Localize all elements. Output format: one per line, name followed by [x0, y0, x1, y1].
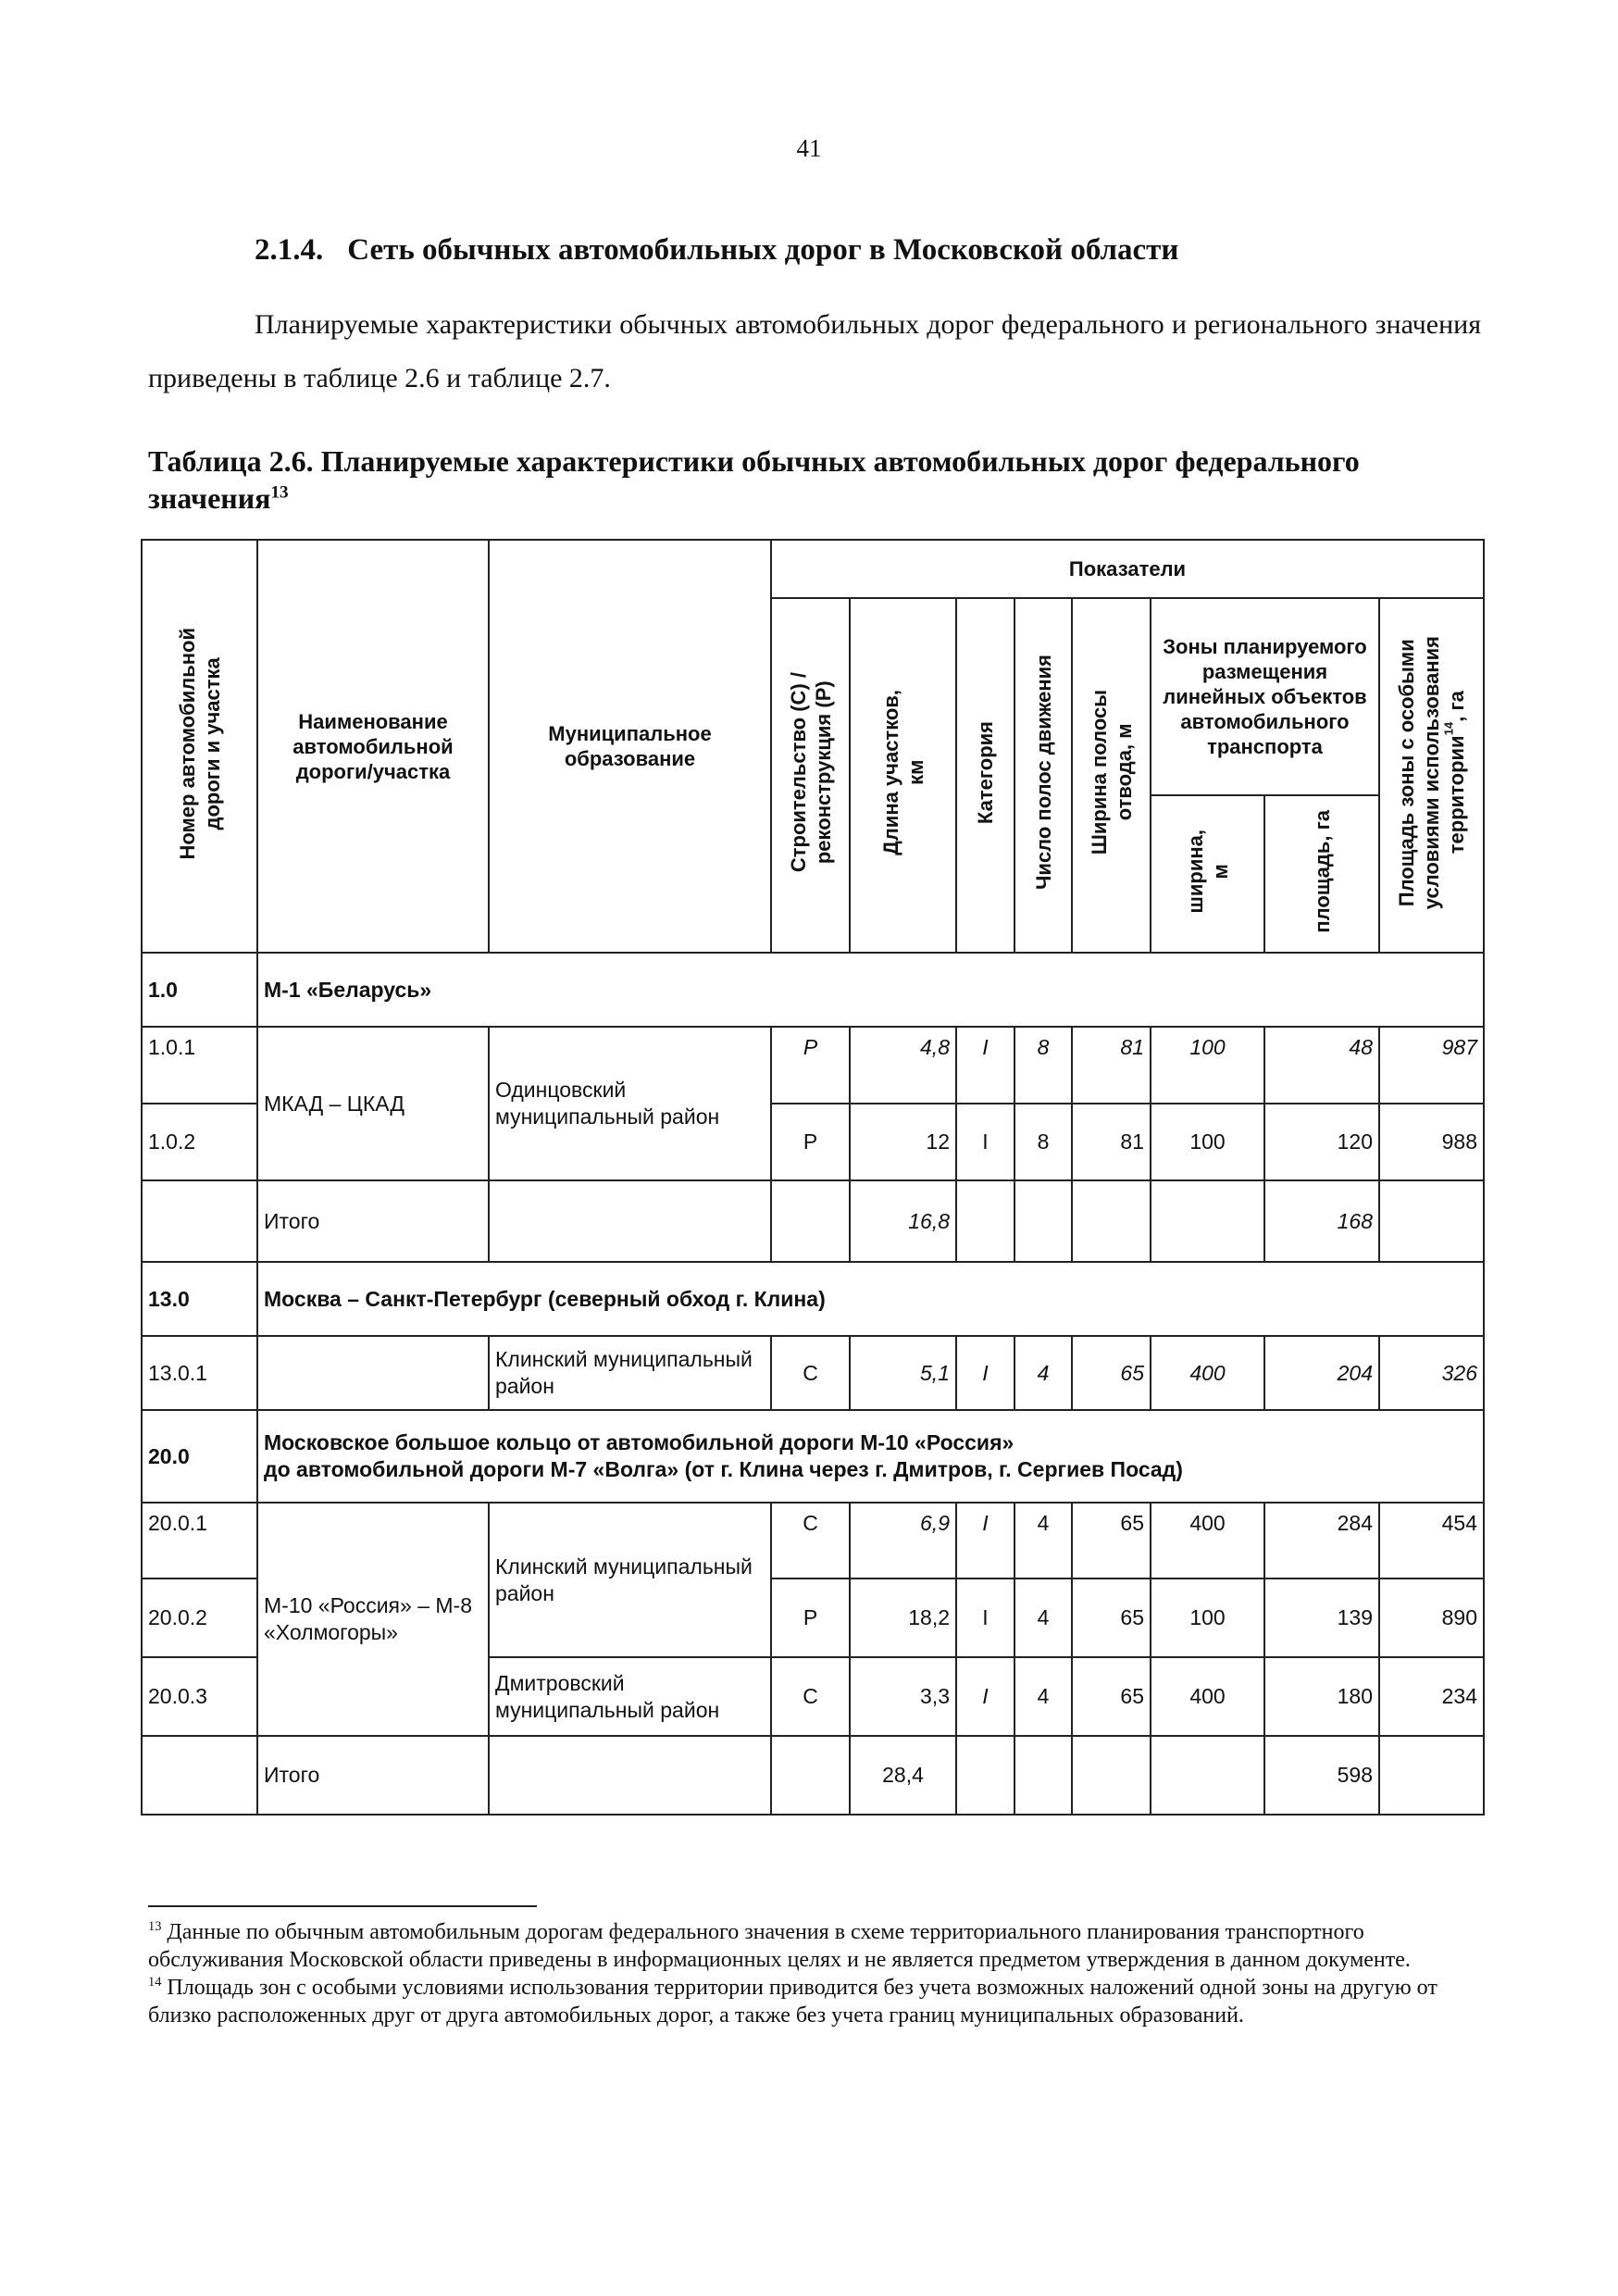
header-length: Длина участков, км — [850, 598, 956, 953]
group-name — [257, 1410, 1484, 1503]
cell-zone-area: 139 — [1264, 1578, 1379, 1657]
header-row-1 — [142, 540, 1484, 598]
total-length: 28,4 — [850, 1736, 956, 1815]
total-row-1 — [142, 1180, 1484, 1262]
cell-lanes: 4 — [1014, 1336, 1072, 1410]
cell-zone-width: 100 — [1151, 1578, 1264, 1657]
footnote-14 — [148, 1974, 1481, 2029]
group-name: М-1 «Беларусь» — [257, 953, 1484, 1027]
table-row-13-0-1 — [142, 1336, 1484, 1410]
cell-category: I — [956, 1657, 1014, 1736]
header-special-area: Площадь зоны с особыми условиями использования территории$^{14}$, га — [1379, 598, 1484, 953]
cell-length: 5,1 — [850, 1336, 956, 1410]
total-zone-area: 168 — [1264, 1180, 1379, 1262]
cell-special-area: 326 — [1379, 1336, 1484, 1410]
row-code: 1.0.1 — [142, 1027, 257, 1104]
cell-zone-width: 400 — [1151, 1503, 1264, 1578]
group-row-20 — [142, 1410, 1484, 1503]
cell-lanes: 4 — [1014, 1578, 1072, 1657]
cell-category: I — [956, 1336, 1014, 1410]
roads-table — [141, 539, 1485, 1816]
municipality-odintsovo: Одинцовский муниципальный район — [489, 1027, 771, 1180]
header-construction: Строительство (С) / реконструкция (Р) — [771, 598, 850, 953]
header-lanes: Число полос движения — [1014, 598, 1072, 953]
group-code: 1.0 — [142, 953, 257, 1027]
page-number: 41 — [796, 134, 822, 162]
section-number: 2.1.4. — [255, 233, 324, 267]
cell-lanes: 4 — [1014, 1657, 1072, 1736]
cell-zone-area: 204 — [1264, 1336, 1379, 1410]
row-code: 20.0.2 — [142, 1578, 257, 1657]
cell-category: I — [956, 1578, 1014, 1657]
row-code: 20.0.3 — [142, 1657, 257, 1736]
cell-special-area: 454 — [1379, 1503, 1484, 1578]
group-code: 13.0 — [142, 1262, 257, 1336]
cell-zone-area: 48 — [1264, 1027, 1379, 1104]
cell-special-area: 988 — [1379, 1104, 1484, 1180]
cell-special-area: 234 — [1379, 1657, 1484, 1736]
cell-lanes: 8 — [1014, 1104, 1072, 1180]
cell-zone-width: 400 — [1151, 1657, 1264, 1736]
cell-length: 4,8 — [850, 1027, 956, 1104]
cell-build: С — [771, 1503, 850, 1578]
section-title — [255, 233, 1178, 268]
cell-lanes: 4 — [1014, 1503, 1072, 1578]
total-label: Итого — [257, 1736, 489, 1815]
cell-zone-area: 284 — [1264, 1503, 1379, 1578]
footnotes — [148, 1918, 1481, 2029]
footnote-mark-14: 14 — [148, 1975, 162, 1990]
footnote-mark-13: 13 — [148, 1919, 162, 1934]
cell-length: 3,3 — [850, 1657, 956, 1736]
row-code: 20.0.1 — [142, 1503, 257, 1578]
footnote-13-text: Данные по обычным автомобильным дорогам федерального значения в схеме территориального планирования транспортного обслуживания Московской области приведены в информационных целях и не является предметом утверждения в данном документе. — [148, 1920, 1411, 1972]
header-zone-width: ширина, м — [1151, 795, 1264, 953]
cell-zone-area: 180 — [1264, 1657, 1379, 1736]
row-code: 13.0.1 — [142, 1336, 257, 1410]
header-road-name: Наименование автомобильной дороги/участка — [257, 540, 489, 953]
municipality-klin: Клинский муниципальный район — [489, 1336, 771, 1410]
cell-lanes: 8 — [1014, 1027, 1072, 1104]
table-row-20-0-1 — [142, 1503, 1484, 1578]
header-road-number: Номер автомобильной дороги и участка — [142, 540, 257, 953]
cell-build: С — [771, 1336, 850, 1410]
cell-special-area: 987 — [1379, 1027, 1484, 1104]
footnote-14-text: Площадь зон с особыми условиями использования территории приводится без учета возможных наложений одной зоны на другую от близко расположенных друг от друга автомобильных дорог, а также без учета границ муниципальных образований. — [148, 1976, 1438, 2028]
cell-row-width: 65 — [1072, 1503, 1151, 1578]
header-indicators: Показатели — [771, 540, 1484, 598]
total-length: 16,8 — [850, 1180, 956, 1262]
group-code: 20.0 — [142, 1410, 257, 1503]
municipality-dmitrov: Дмитровский муниципальный район — [489, 1657, 771, 1736]
cell-category: I — [956, 1503, 1014, 1578]
group-row-1 — [142, 953, 1484, 1027]
road-name-mkad: МКАД – ЦКАД — [257, 1027, 489, 1180]
total-label: Итого — [257, 1180, 489, 1262]
municipality-klin: Клинский муниципальный район — [489, 1503, 771, 1657]
header-row-width: Ширина полосы отвода, м — [1072, 598, 1151, 953]
cell-build: Р — [771, 1104, 850, 1180]
cell-row-width: 65 — [1072, 1336, 1151, 1410]
group-name: Москва – Санкт-Петербург (северный обход г. Клина) — [257, 1262, 1484, 1336]
cell-build: Р — [771, 1578, 850, 1657]
group-name-line-1: Московское большое кольцо от автомобильной дороги М-10 «Россия» — [264, 1430, 1014, 1454]
cell-row-width: 81 — [1072, 1027, 1151, 1104]
cell-build: Р — [771, 1027, 850, 1104]
group-row-13 — [142, 1262, 1484, 1336]
total-zone-area: 598 — [1264, 1736, 1379, 1815]
table-caption — [148, 443, 1444, 517]
footnote-separator — [148, 1905, 537, 1907]
cell-length: 12 — [850, 1104, 956, 1180]
cell-zone-width: 400 — [1151, 1336, 1264, 1410]
cell-row-width: 81 — [1072, 1104, 1151, 1180]
cell-row-width: 65 — [1072, 1578, 1151, 1657]
intro-paragraph: Планируемые характеристики обычных автомобильных дорог федерального и регионального значения приведены в таблице 2.6 и таблице 2.7. — [148, 309, 1481, 393]
section-title-text: Сеть обычных автомобильных дорог в Московской области — [347, 233, 1179, 267]
header-zones: Зоны планируемого размещения линейных объектов автомобильного транспорта — [1151, 598, 1379, 795]
header-category: Категория — [956, 598, 1014, 953]
group-name-line-2: до автомобильной дороги М-7 «Волга» (от г. Клина через г. Дмитров, г. Сергиев Посад) — [264, 1457, 1183, 1481]
row-code: 1.0.2 — [142, 1104, 257, 1180]
cell-special-area: 890 — [1379, 1578, 1484, 1657]
table-row-1-0-1 — [142, 1027, 1484, 1104]
footnote-13 — [148, 1918, 1481, 1974]
total-row-20 — [142, 1736, 1484, 1815]
cell-category: I — [956, 1104, 1014, 1180]
cell-category: I — [956, 1027, 1014, 1104]
header-municipality: Муниципальное образование — [489, 540, 771, 953]
table-caption-text: Таблица 2.6. Планируемые характеристики обычных автомобильных дорог федерального значения — [148, 444, 1360, 515]
cell-zone-area: 120 — [1264, 1104, 1379, 1180]
cell-build: С — [771, 1657, 850, 1736]
cell-length: 18,2 — [850, 1578, 956, 1657]
cell-zone-width: 100 — [1151, 1104, 1264, 1180]
footnote-ref-13: 13 — [270, 482, 289, 503]
cell-zone-width: 100 — [1151, 1027, 1264, 1104]
road-name-m10: М-10 «Россия» – М-8 «Холмогоры» — [257, 1503, 489, 1736]
cell-row-width: 65 — [1072, 1657, 1151, 1736]
cell-length: 6,9 — [850, 1503, 956, 1578]
header-zone-area: площадь, га — [1264, 795, 1379, 953]
